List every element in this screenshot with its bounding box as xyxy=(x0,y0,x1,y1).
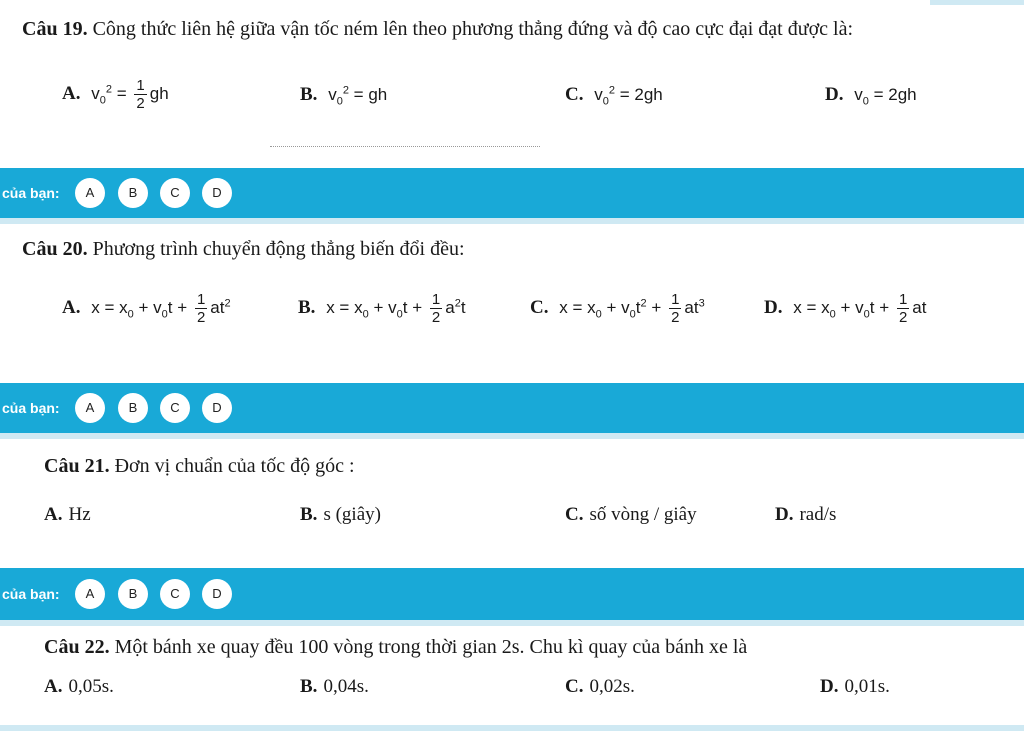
q21-option-c: C. số vòng / giây xyxy=(565,504,697,525)
question-19-title xyxy=(22,18,853,41)
question-22-number: Câu 22. xyxy=(44,636,110,658)
q20-option-d: D. $x = x_0 + v_0t$ + $\frac{1}{2}$ at xyxy=(764,291,927,326)
answer-band-q19 xyxy=(0,168,1024,224)
q20-option-a-formula: $x = x_0 + v_0t$ + $\frac{1}{2}$ $at^2$ xyxy=(91,291,231,326)
question-20-title xyxy=(22,238,465,261)
q19-option-a: A. $v_0^2$ = $\frac{1}{2}$ gh xyxy=(62,77,169,112)
q20-choice-a-button[interactable]: A xyxy=(75,393,105,423)
answer-band-q21 xyxy=(0,568,1024,626)
question-21-title xyxy=(44,455,355,478)
q19-option-c-formula: $v_0^2 = 2gh$ xyxy=(594,84,663,108)
question-21-text: Đơn vị chuẩn của tốc độ góc : xyxy=(114,455,355,477)
q19-option-b-formula: $v_0^2$ = gh xyxy=(328,84,388,108)
q22-option-c: C. 0,02s. xyxy=(565,676,635,697)
dotted-separator xyxy=(270,146,540,147)
question-22-title xyxy=(44,636,747,659)
q20-option-d-formula: $x = x_0 + v_0t$ + $\frac{1}{2}$ at xyxy=(793,291,927,326)
q21-choice-d-button[interactable]: D xyxy=(202,579,232,609)
q21-choice-b-button[interactable]: B xyxy=(118,579,148,609)
question-21-number: Câu 21. xyxy=(44,455,110,477)
q21-choice-a-button[interactable]: A xyxy=(75,579,105,609)
q19-option-b: B. $v_0^2$ = gh xyxy=(300,84,388,108)
q19-choice-b-button[interactable]: B xyxy=(118,178,148,208)
q20-option-a: A. $x = x_0 + v_0t$ + $\frac{1}{2}$ $at^2$ xyxy=(62,291,231,326)
q22-option-b: B. 0,04s. xyxy=(300,676,369,697)
answer-label: của bạn: xyxy=(2,185,60,201)
q20-choice-d-button[interactable]: D xyxy=(202,393,232,423)
q19-option-a-formula: $v_0^2$ = $\frac{1}{2}$ gh xyxy=(91,77,169,112)
question-22-text: Một bánh xe quay đều 100 vòng trong thời gian 2s. Chu kì quay của bánh xe là xyxy=(114,636,748,658)
q21-option-a: A. Hz xyxy=(44,504,91,525)
q20-option-b-formula: $x = x_0 + v_0t$ + $\frac{1}{2}$ $a^2t$ xyxy=(326,291,466,326)
q20-option-c: C. $x = x_0 + v_0t^2$ + $\frac{1}{2}$ $at^3$ xyxy=(530,291,705,326)
answer-label: của bạn: xyxy=(2,586,60,602)
q22-option-a: A. 0,05s. xyxy=(44,676,114,697)
bottom-band-edge xyxy=(0,725,1024,731)
question-19-text: Công thức liên hệ giữa vận tốc ném lên theo phương thẳng đứng và độ cao cực đại đạt được là: xyxy=(92,18,854,40)
q20-option-b: B. $x = x_0 + v_0t$ + $\frac{1}{2}$ $a^2t$ xyxy=(298,291,466,326)
question-20-number: Câu 20. xyxy=(22,238,88,260)
q19-choice-a-button[interactable]: A xyxy=(75,178,105,208)
q21-choice-c-button[interactable]: C xyxy=(160,579,190,609)
q20-choice-c-button[interactable]: C xyxy=(160,393,190,423)
q22-option-d: D. 0,01s. xyxy=(820,676,890,697)
top-accent-bar xyxy=(930,0,1024,5)
q19-choice-c-button[interactable]: C xyxy=(160,178,190,208)
q21-option-b: B. s (giây) xyxy=(300,504,381,525)
answer-label: của bạn: xyxy=(2,400,60,416)
q19-choice-d-button[interactable]: D xyxy=(202,178,232,208)
question-19-number: Câu 19. xyxy=(22,18,88,40)
question-20-text: Phương trình chuyển động thẳng biến đổi đều: xyxy=(92,238,465,260)
q21-option-d: D. rad/s xyxy=(775,504,837,525)
answer-band-q20 xyxy=(0,383,1024,439)
q20-choice-b-button[interactable]: B xyxy=(118,393,148,423)
q19-option-d: D. $v_0 = 2gh$ xyxy=(825,84,917,108)
q19-option-c: C. $v_0^2 = 2gh$ xyxy=(565,84,663,108)
q20-option-c-formula: $x = x_0 + v_0t^2$ + $\frac{1}{2}$ $at^3$ xyxy=(559,291,705,326)
q19-option-d-formula: $v_0 = 2gh$ xyxy=(854,85,917,108)
